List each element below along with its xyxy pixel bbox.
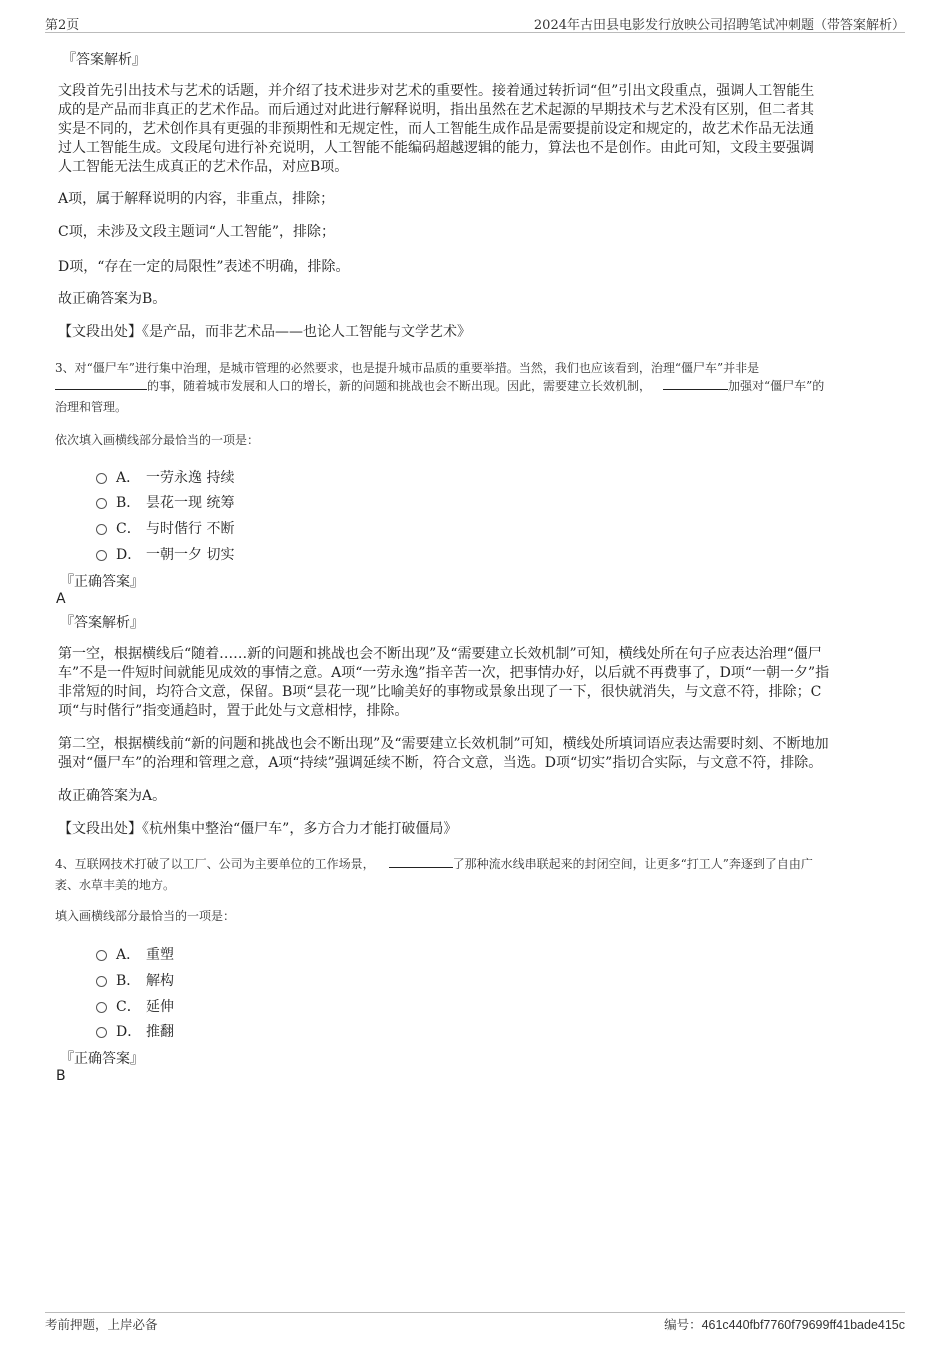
q3-source: 【文段出处】《杭州集中整治“僵尸车”，多方合力才能打破僵局》: [58, 821, 458, 837]
document-title: 2024年古田县电影发行放映公司招聘笔试冲刺题（带答案解析）: [533, 18, 905, 33]
option-text: 一朝一夕 切实: [146, 547, 235, 563]
q3-analysis-line: 第一空，根据横线后“随着……新的问题和挑战也会不断出现”及“需要建立长效机制”可知，横线处所在句子应表达治理“僵尸: [58, 646, 822, 662]
q2-analysis-line: 成的是产品而非真正的艺术作品。而后通过对此进行解释说明，指出虽然在艺术起源的早期技术与艺术没有区别，但二者其: [58, 102, 814, 118]
q2-source: 【文段出处】《是产品，而非艺术品——也论人工智能与文学艺术》: [58, 324, 471, 340]
header-divider: [45, 32, 905, 33]
q3-option-d[interactable]: [96, 544, 234, 564]
q3-stem-line2: [55, 377, 824, 394]
q2-note-c: C项，未涉及文段主题词“人工智能”，排除；: [58, 224, 336, 240]
option-letter: D．: [116, 1024, 142, 1040]
q2-analysis-line: 实是不同的，艺术创作具有更强的非预期性和无规定性，而人工智能生成作品是需要提前设定和规定的，故艺术作品无法通: [58, 121, 814, 137]
q3-analysis-line: 项“与时偕行”指变通趋时，置于此处与文意相悖，排除。: [58, 703, 409, 719]
q4-stem-line1: [55, 855, 813, 872]
option-text: 解构: [146, 973, 174, 989]
radio-icon[interactable]: [96, 498, 107, 509]
option-text: 延伸: [146, 999, 174, 1015]
q2-analysis-line: 人工智能无法生成真正的艺术作品，对应B项。: [58, 159, 349, 175]
option-letter: C．: [116, 521, 141, 537]
q4-stem-line1-b: 了那种流水线串联起来的封闭空间，让更多“打工人”奔逐到了自由广: [452, 857, 813, 871]
footer-slogan: 考前押题，上岸必备: [45, 1317, 158, 1332]
q2-analysis-line: 过人工智能生成。文段尾句进行补充说明，人工智能不能编码超越逻辑的能力，算法也不是创作。由此可知，文段主要强调: [58, 140, 814, 156]
q4-option-d[interactable]: [96, 1021, 174, 1041]
q3-analysis-line: 非常短的时间，均符合文意，保留。B项“昙花一现”比喻美好的事物或景象出现了一下，很快就消失，与文意不符，排除；C: [58, 684, 822, 700]
q2-note-d: D项，“存在一定的局限性”表述不明确，排除。: [58, 259, 350, 275]
q3-answer: A: [56, 591, 66, 607]
q3-prompt: 依次填入画横线部分最恰当的一项是：: [55, 433, 260, 447]
page-number: 第2页: [45, 18, 80, 33]
option-text: 重塑: [146, 947, 174, 963]
option-letter: B．: [116, 973, 141, 989]
document-id: 编号：461c440fbf7760f79699ff41bade415c: [664, 1318, 905, 1332]
radio-icon[interactable]: [96, 550, 107, 561]
radio-icon[interactable]: [96, 950, 107, 961]
option-letter: B．: [116, 495, 141, 511]
q3-stem-line2-a: 的事，随着城市发展和人口的增长，新的问题和挑战也会不断出现。因此，需要建立长效机制，: [147, 379, 652, 393]
radio-icon[interactable]: [96, 1027, 107, 1038]
q3-analysis-line: 强对“僵尸车”的治理和管理之意，A项“持续”强调延续不断，符合文意，当选。D项“切实”指切合实际，与文意不符，排除。: [58, 755, 823, 771]
q4-answer: B: [56, 1068, 66, 1084]
option-letter: C．: [116, 999, 141, 1015]
q4-stem-line1-a: 4、互联网技术打破了以工厂、公司为主要单位的工作场景，: [55, 857, 375, 871]
q3-stem-line3: 治理和管理。: [55, 400, 128, 414]
q3-option-a[interactable]: [96, 467, 234, 487]
option-text: 与时偕行 不断: [146, 521, 235, 537]
q3-stem-line1: 3、对“僵尸车”进行集中治理，是城市管理的必然要求，也是提升城市品质的重要举措。当然，我们也应该看到，治理“僵尸车”并非是: [55, 361, 760, 375]
q3-analysis-label: 『答案解析』: [60, 615, 144, 631]
option-text: 推翻: [146, 1024, 174, 1040]
option-letter: A．: [116, 470, 141, 486]
q2-analysis-label: 『答案解析』: [62, 52, 146, 68]
q4-option-c[interactable]: [96, 996, 174, 1016]
option-letter: A．: [116, 947, 141, 963]
radio-icon[interactable]: [96, 524, 107, 535]
q3-answer-label: 『正确答案』: [60, 574, 144, 590]
radio-icon[interactable]: [96, 473, 107, 484]
option-letter: D．: [116, 547, 142, 563]
q3-analysis-line: 第二空，根据横线前“新的问题和挑战也会不断出现”及“需要建立长效机制”可知，横线处所填词语应表达需要时刻、不断地加: [58, 736, 829, 752]
q4-option-b[interactable]: [96, 970, 174, 990]
q4-blank: [389, 855, 453, 868]
option-text: 昙花一现 统筹: [146, 495, 235, 511]
q4-prompt: 填入画横线部分最恰当的一项是：: [55, 909, 236, 923]
q2-conclusion: 故正确答案为B。: [58, 291, 167, 307]
q3-stem-line2-b: 加强对“僵尸车”的: [728, 379, 825, 393]
q4-answer-label: 『正确答案』: [60, 1051, 144, 1067]
radio-icon[interactable]: [96, 976, 107, 987]
option-text: 一劳永逸 持续: [146, 470, 235, 486]
radio-icon[interactable]: [96, 1002, 107, 1013]
footer-divider: [45, 1312, 905, 1313]
q3-analysis-line: 车”不是一件短时间就能见成效的事情之意。A项“一劳永逸”指辛苦一次，把事情办好，以后就不再费事了，D项“一朝一夕”指: [58, 665, 830, 681]
q3-option-c[interactable]: [96, 518, 234, 538]
q4-option-a[interactable]: [96, 944, 174, 964]
q3-blank-1: [55, 377, 147, 390]
q3-option-b[interactable]: [96, 492, 234, 512]
q2-analysis-line: 文段首先引出技术与艺术的话题，并介绍了技术进步对艺术的重要性。接着通过转折词“但”引出文段重点，强调人工智能生: [58, 83, 815, 99]
q3-blank-2: [663, 377, 728, 390]
q2-note-a: A项，属于解释说明的内容，非重点，排除；: [58, 191, 335, 207]
q3-conclusion: 故正确答案为A。: [58, 788, 167, 804]
q4-stem-line2: 袤、水草丰美的地方。: [55, 878, 176, 892]
